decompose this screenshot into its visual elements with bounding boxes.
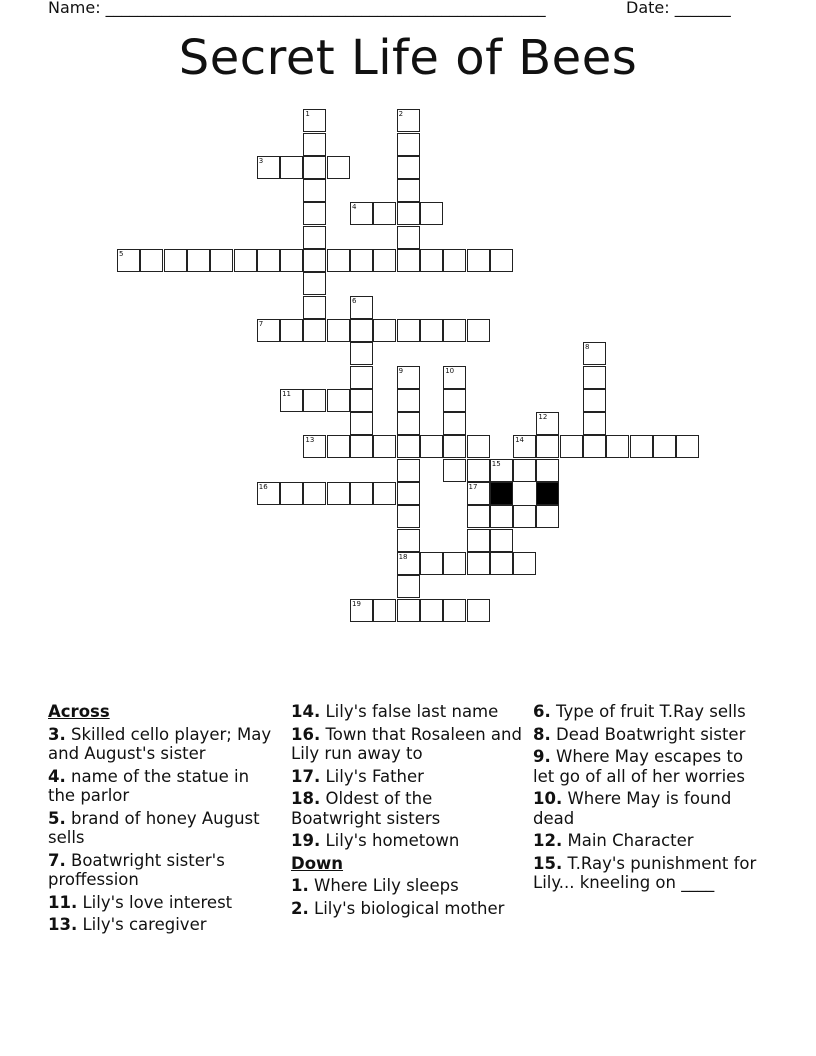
crossword-cell[interactable] (513, 435, 536, 458)
crossword-cell[interactable] (350, 599, 373, 622)
clue-number: 5. (48, 808, 66, 828)
clue-text: Lily's false last name (325, 702, 499, 721)
clue-column-3 (533, 702, 765, 896)
clue-across-4 (48, 767, 280, 806)
crossword-cell[interactable] (303, 109, 326, 132)
clue-text: Lily's biological mother (314, 898, 505, 918)
crossword-cell[interactable] (420, 202, 443, 225)
crossword-cell[interactable] (676, 435, 699, 458)
clue-text: Oldest of the Boatwright sisters (291, 789, 441, 828)
crossword-cell[interactable] (350, 319, 373, 342)
crossword-cell[interactable] (397, 319, 420, 342)
clue-number: 4. (48, 766, 66, 786)
crossword-cell[interactable] (373, 202, 396, 225)
clue-number: 1. (291, 876, 309, 895)
crossword-cell[interactable] (257, 249, 280, 272)
clue-text: Lily's caregiver (82, 915, 207, 934)
clue-down-8 (533, 725, 765, 745)
cell-number: 9 (398, 366, 404, 375)
clue-text: Boatwright sister's proffession (48, 850, 225, 889)
crossword-cell[interactable] (327, 389, 350, 412)
clue-text: Lily's hometown (325, 831, 460, 850)
crossword-cell[interactable] (373, 319, 396, 342)
clue-number: 11. (48, 892, 78, 912)
crossword-cell[interactable] (397, 249, 420, 272)
crossword-cell[interactable] (303, 435, 326, 458)
clue-across-14 (291, 702, 523, 722)
crossword-cell[interactable] (397, 459, 420, 482)
clue-text: Type of fruit T.Ray sells (556, 702, 746, 721)
crossword-cell[interactable] (606, 435, 629, 458)
clue-column-1 (48, 702, 280, 938)
clue-text: Dead Boatwright sister (556, 724, 746, 744)
clue-text: Lily's love interest (82, 892, 233, 912)
crossword-cell[interactable] (257, 156, 280, 179)
crossword-cell[interactable] (234, 249, 257, 272)
crossword-cell[interactable] (280, 156, 303, 179)
crossword-cell[interactable] (303, 156, 326, 179)
crossword-cell[interactable] (583, 412, 606, 435)
clue-number: 16. (291, 724, 321, 744)
cell-number: 16 (258, 483, 268, 491)
clue-down-12 (533, 831, 765, 851)
crossword-cell[interactable] (350, 412, 373, 435)
crossword-cell[interactable] (117, 249, 140, 272)
crossword-cell[interactable] (350, 482, 373, 505)
crossword-cell[interactable] (303, 202, 326, 225)
cell-number: 15 (491, 459, 501, 468)
crossword-cell[interactable] (350, 249, 373, 272)
crossword-cell[interactable] (443, 412, 466, 435)
crossword-cell[interactable] (327, 482, 350, 505)
crossword-cell[interactable] (280, 249, 303, 272)
cell-number: 11 (282, 389, 292, 398)
crossword-cell[interactable] (397, 202, 420, 225)
date-field-label: Date: _______ (626, 0, 731, 17)
crossword-cell[interactable] (513, 505, 536, 528)
crossword-cell[interactable] (583, 342, 606, 365)
crossword-cell[interactable] (397, 389, 420, 412)
crossword-cell[interactable] (350, 202, 373, 225)
crossword-cell[interactable] (397, 599, 420, 622)
clue-number: 15. (533, 853, 563, 873)
crossword-cell[interactable] (560, 435, 583, 458)
cell-number: 2 (398, 110, 404, 119)
cell-number: 14 (515, 436, 525, 445)
clue-number: 12. (533, 831, 563, 850)
cell-number: 10 (445, 366, 455, 375)
clue-text: Where Lily sleeps (314, 876, 459, 895)
clue-text: Town that Rosaleen and Lily run away to (291, 724, 522, 763)
clue-across-18 (291, 789, 523, 828)
clue-text: Skilled cello player; May and August's sister (48, 724, 272, 763)
crossword-cell[interactable] (327, 435, 350, 458)
clue-down-15 (533, 854, 765, 893)
crossword-cell[interactable] (443, 599, 466, 622)
crossword-cell[interactable] (583, 435, 606, 458)
crossword-cell[interactable] (373, 435, 396, 458)
clue-number: 14. (291, 702, 321, 721)
crossword-cell[interactable] (350, 366, 373, 389)
crossword-cell[interactable] (373, 599, 396, 622)
clue-column-2 (291, 702, 523, 921)
crossword-cell[interactable] (420, 552, 443, 575)
cell-number: 12 (538, 413, 548, 422)
crossword-cell[interactable] (443, 366, 466, 389)
cell-number: 17 (468, 483, 478, 491)
clue-number: 9. (533, 747, 551, 766)
clue-across-7 (48, 851, 280, 890)
crossword-cell[interactable] (490, 552, 513, 575)
crossword-cell[interactable] (397, 179, 420, 202)
clue-across-11 (48, 893, 280, 913)
clue-text: brand of honey August sells (48, 808, 260, 847)
cell-number: 13 (305, 436, 315, 445)
cell-number: 19 (352, 599, 361, 608)
crossword-cell[interactable] (397, 109, 420, 132)
clue-number: 19. (291, 831, 321, 850)
crossword-cell[interactable] (373, 249, 396, 272)
clue-text: Main Character (567, 831, 694, 850)
crossword-cell[interactable] (164, 249, 187, 272)
crossword-cell[interactable] (397, 482, 420, 505)
crossword-cell[interactable] (257, 482, 280, 505)
crossword-cell[interactable] (327, 249, 350, 272)
cell-number: 3 (258, 156, 264, 165)
clue-number: 6. (533, 702, 551, 721)
cell-number: 7 (258, 319, 264, 328)
clue-text: Where May escapes to let go of all of her worries (533, 747, 745, 786)
clue-number: 18. (291, 789, 321, 808)
crossword-block-cell (490, 482, 513, 505)
crossword-cell[interactable] (420, 249, 443, 272)
crossword-cell[interactable] (443, 319, 466, 342)
clue-across-5 (48, 809, 280, 848)
crossword-cell[interactable] (443, 249, 466, 272)
crossword-cell[interactable] (467, 529, 490, 552)
crossword-cell[interactable] (280, 389, 303, 412)
crossword-cell[interactable] (490, 505, 513, 528)
crossword-cell[interactable] (536, 412, 559, 435)
crossword-cell[interactable] (397, 156, 420, 179)
crossword-cell[interactable] (397, 133, 420, 156)
clue-down-1 (291, 876, 523, 896)
crossword-cell[interactable] (350, 389, 373, 412)
crossword-cell[interactable] (536, 435, 559, 458)
crossword-cell[interactable] (397, 366, 420, 389)
puzzle-title: Secret Life of Bees (178, 30, 638, 86)
crossword-cell[interactable] (467, 249, 490, 272)
clue-across-17 (291, 767, 523, 787)
crossword-cell[interactable] (303, 133, 326, 156)
crossword-cell[interactable] (187, 249, 210, 272)
crossword-cell[interactable] (350, 435, 373, 458)
crossword-cell[interactable] (467, 505, 490, 528)
clue-number: 7. (48, 850, 66, 870)
crossword-cell[interactable] (443, 435, 466, 458)
crossword-cell[interactable] (303, 296, 326, 319)
crossword-cell[interactable] (513, 552, 536, 575)
clue-text: Where May is found dead (533, 789, 732, 828)
crossword-cell[interactable] (467, 599, 490, 622)
crossword-cell[interactable] (257, 319, 280, 342)
crossword-cell[interactable] (467, 482, 490, 505)
crossword-cell[interactable] (140, 249, 163, 272)
crossword-cell[interactable] (536, 505, 559, 528)
clue-across-13 (48, 915, 280, 935)
crossword-cell[interactable] (303, 179, 326, 202)
crossword-cell[interactable] (653, 435, 676, 458)
cell-number: 5 (119, 250, 124, 258)
clue-down-6 (533, 702, 765, 722)
crossword-cell[interactable] (467, 319, 490, 342)
crossword-cell[interactable] (583, 389, 606, 412)
crossword-cell[interactable] (467, 459, 490, 482)
cell-number: 4 (352, 203, 357, 212)
clue-down-9 (533, 747, 765, 786)
crossword-cell[interactable] (467, 552, 490, 575)
crossword-cell[interactable] (443, 459, 466, 482)
cell-number: 8 (585, 343, 590, 352)
clue-down-10 (533, 789, 765, 828)
crossword-cell[interactable] (420, 435, 443, 458)
clue-number: 2. (291, 898, 309, 918)
crossword-cell[interactable] (467, 435, 490, 458)
crossword-cell[interactable] (397, 226, 420, 249)
crossword-cell[interactable] (443, 552, 466, 575)
crossword-cell[interactable] (490, 249, 513, 272)
clue-number: 17. (291, 766, 321, 786)
crossword-cell[interactable] (303, 249, 326, 272)
clue-across-3 (48, 725, 280, 764)
clue-text: Lily's Father (325, 766, 424, 786)
crossword-cell[interactable] (303, 226, 326, 249)
crossword-cell[interactable] (303, 482, 326, 505)
cell-number: 1 (305, 110, 310, 119)
clue-number: 13. (48, 915, 78, 934)
crossword-cell[interactable] (630, 435, 653, 458)
clue-across-19 (291, 831, 523, 851)
crossword-cell[interactable] (303, 272, 326, 295)
crossword-cell[interactable] (397, 575, 420, 598)
crossword-cell[interactable] (397, 435, 420, 458)
crossword-cell[interactable] (327, 319, 350, 342)
crossword-cell[interactable] (420, 599, 443, 622)
crossword-cell[interactable] (280, 319, 303, 342)
crossword-cell[interactable] (490, 529, 513, 552)
crossword-cell[interactable] (210, 249, 233, 272)
crossword-cell[interactable] (397, 552, 420, 575)
cell-number: 6 (352, 296, 357, 305)
clue-text: name of the statue in the parlor (48, 766, 250, 805)
crossword-block-cell (536, 482, 559, 505)
clue-text: T.Ray's punishment for Lily... kneeling on ____ (533, 853, 757, 892)
clue-number: 10. (533, 789, 563, 808)
across-heading: Across (48, 702, 110, 721)
crossword-cell[interactable] (350, 296, 373, 319)
crossword-cell[interactable] (420, 319, 443, 342)
crossword-cell[interactable] (373, 482, 396, 505)
crossword-cell[interactable] (397, 505, 420, 528)
crossword-cell[interactable] (490, 459, 513, 482)
crossword-cell[interactable] (513, 459, 536, 482)
down-heading: Down (291, 853, 344, 873)
crossword-cell[interactable] (397, 529, 420, 552)
crossword-cell[interactable] (583, 366, 606, 389)
crossword-cell[interactable] (397, 412, 420, 435)
name-field-label: Name: _______________________________________________________ (48, 0, 546, 17)
crossword-cell[interactable] (303, 319, 326, 342)
crossword-cell[interactable] (536, 459, 559, 482)
crossword-cell[interactable] (350, 342, 373, 365)
clue-number: 3. (48, 724, 66, 744)
crossword-cell[interactable] (303, 389, 326, 412)
clue-across-16 (291, 725, 523, 764)
clue-down-2 (291, 899, 523, 919)
crossword-cell[interactable] (280, 482, 303, 505)
clue-number: 8. (533, 724, 551, 744)
crossword-cell[interactable] (327, 156, 350, 179)
crossword-cell[interactable] (443, 389, 466, 412)
cell-number: 18 (398, 552, 408, 561)
